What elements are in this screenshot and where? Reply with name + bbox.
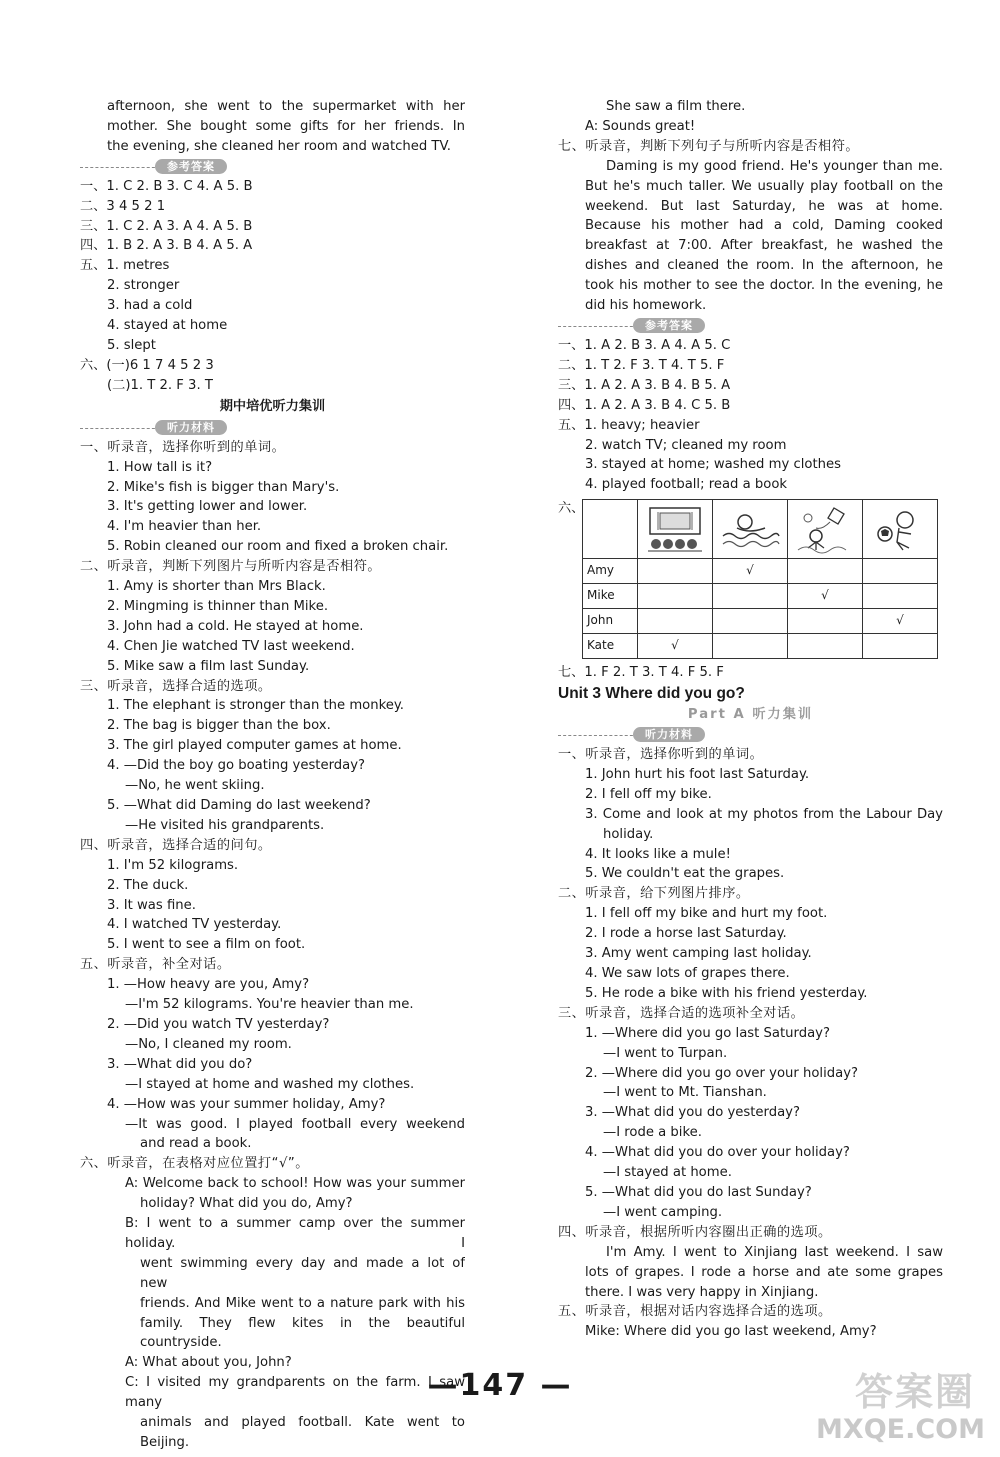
text-line: 5. —What did Daming do last weekend?: [107, 798, 371, 813]
text-line: 2. —Where did you go over your holiday?: [585, 1065, 859, 1081]
table-row: [583, 634, 938, 659]
text-line: —I went to Turpan.: [603, 1045, 728, 1061]
text-line: went swimming every day and made a lot of new: [140, 1255, 465, 1291]
text-line: 2. I rode a horse last Saturday.: [585, 926, 787, 942]
text-line: —I'm 52 kilograms. You're heavier than me.: [125, 997, 414, 1013]
table-cell: [863, 584, 938, 609]
text-line: 2. The bag is bigger than the box.: [107, 718, 331, 734]
text-line: there. I was very happy in Xinjiang.: [585, 1284, 819, 1300]
text-line: 1. Amy is shorter than Mrs Black.: [107, 579, 326, 595]
text-line: 3. It's getting lower and lower.: [107, 499, 308, 515]
text-line: mother. She bought some gifts for her friends. In: [107, 118, 465, 134]
section-divider: [558, 316, 943, 336]
table-cell: [713, 609, 788, 634]
table-cell: [638, 559, 713, 584]
section-badge: 参考答案: [155, 159, 227, 174]
row-name: Kate: [583, 634, 638, 659]
text-line: 4. played football; read a book: [585, 477, 788, 493]
swimming-icon: [719, 504, 781, 554]
row-name: Amy: [583, 559, 638, 584]
text-line: 3. —What did you do?: [107, 1056, 253, 1072]
text-line: 1. —How heavy are you, Amy?: [107, 977, 310, 993]
text-line: holiday? What did you do, Amy?: [140, 1196, 353, 1212]
section-divider: [558, 725, 943, 745]
text-line: 5. He rode a bike with his friend yesterday.: [585, 985, 868, 1001]
text-line: 五、听录音，补全对话。: [80, 957, 231, 973]
text-line: 4. —Did the boy go boating yesterday?: [107, 758, 366, 774]
text-line: family. They flew kites in the beautiful countryside.: [140, 1315, 465, 1351]
text-line: 五、1. metres: [80, 258, 170, 274]
text-line: 5. I went to see a film on foot.: [107, 937, 306, 953]
section-badge: 听力材料: [633, 727, 705, 742]
text-line: 二、3 4 5 2 1: [80, 198, 166, 214]
text-line: lots of grapes. I rode a horse and ate some grapes: [585, 1264, 943, 1280]
row-name: Mike: [583, 584, 638, 609]
text-line: —I stayed at home and washed my clothes.: [125, 1076, 415, 1092]
text-line: B: I went to a summer camp over the summer holiday. I: [125, 1216, 465, 1251]
text-line: 二、听录音，给下列图片排序。: [558, 886, 750, 902]
kite-icon: [794, 504, 856, 554]
text-line: I'm Amy. I went to Xinjiang last weekend. I saw: [606, 1244, 943, 1260]
table-row: [583, 609, 938, 634]
unit-title: Unit 3 Where did you go?: [558, 685, 745, 703]
text-line: afternoon, she went to the supermarket with her: [107, 99, 465, 114]
text-line: 2. The duck.: [107, 877, 189, 893]
text-line: 六、听录音，在表格对应位置打“√”。: [80, 1156, 309, 1172]
text-line: A: Sounds great!: [585, 118, 696, 134]
text-line: —He visited his grandparents.: [125, 817, 325, 833]
text-line: She saw a film there.: [606, 99, 746, 114]
part-title: Part A 听力集训: [687, 707, 814, 723]
text-line: —I went camping.: [603, 1204, 723, 1220]
text-line: 4. —What did you do over your holiday?: [585, 1145, 850, 1161]
text-line: —I rode a bike.: [603, 1125, 702, 1141]
watermark: [795, 1361, 985, 1449]
table-cell: √: [638, 634, 713, 659]
text-line: 2. —Did you watch TV yesterday?: [107, 1016, 330, 1032]
text-line: 2. watch TV; cleaned my room: [585, 437, 787, 453]
text-line: Mike: Where did you go last weekend, Amy?: [585, 1324, 877, 1340]
text-line: 5. slept: [107, 337, 156, 353]
table-cell: [638, 584, 713, 609]
table-cell: [863, 559, 938, 584]
text-line: 五、1. heavy; heavier: [558, 417, 700, 433]
text-line: 1. The elephant is stronger than the monkey.: [107, 698, 404, 714]
text-line: 2. Mike's fish is bigger than Mary's.: [107, 479, 340, 495]
text-line: —It was good. I played football every weekend: [125, 1116, 465, 1132]
text-line: 4. I'm heavier than her.: [107, 519, 262, 535]
text-line: friends. And Mike went to a nature park with his: [140, 1295, 465, 1311]
text-line: the evening, she cleaned her room and watched TV.: [107, 138, 451, 154]
text-line: Because his mother had a cold, Daming cooked: [585, 218, 943, 234]
text-line: 六、(一)6 1 7 4 5 2 3: [80, 357, 214, 373]
text-line: 一、听录音，选择你听到的单词。: [80, 439, 286, 455]
section-badge: 听力材料: [155, 420, 227, 435]
section-divider: [80, 418, 465, 438]
text-line: did his homework.: [585, 298, 707, 314]
table-row: [583, 559, 938, 584]
text-line: 三、听录音，选择合适的选项补全对话。: [558, 1005, 805, 1021]
answer-table: [582, 499, 938, 659]
table-cell: [713, 584, 788, 609]
text-line: 七、1. F 2. T 3. T 4. F 5. F: [558, 665, 724, 681]
text-line: 3. John had a cold. He stayed at home.: [107, 618, 364, 634]
right-column-top: [558, 97, 943, 495]
section-title: 期中培优听力集训: [219, 398, 326, 414]
text-line: A: What about you, John?: [125, 1355, 292, 1371]
text-line: 5. —What did you do last Sunday?: [585, 1184, 812, 1200]
text-line: 1. How tall is it?: [107, 459, 213, 475]
text-line: 1. I fell off my bike and hurt my foot.: [585, 906, 828, 922]
text-line: —I stayed at home.: [603, 1165, 732, 1181]
text-line: breakfast at 7:00. After breakfast, he washed the: [585, 238, 943, 254]
section-badge: 参考答案: [633, 318, 705, 333]
right-column: [558, 97, 943, 1342]
picture-swimming: [713, 500, 788, 559]
text-line: 3. stayed at home; washed my clothes: [585, 457, 841, 473]
watermark-url: MXQE.COM: [816, 1414, 985, 1445]
page-number: —147 —: [427, 1368, 573, 1403]
text-line: 4. stayed at home: [107, 318, 228, 334]
text-line: But he's much taller. We usually play football on the: [585, 178, 943, 194]
text-line: 2. Mingming is thinner than Mike.: [107, 598, 329, 614]
text-line: took his mother to see the doctor. In the evening, he: [585, 278, 943, 294]
text-line: —I went to Mt. Tianshan.: [603, 1085, 767, 1101]
text-line: 5. Mike saw a film last Sunday.: [107, 658, 310, 674]
text-line: —No, he went skiing.: [125, 778, 265, 794]
text-line: 3. Amy went camping last holiday.: [585, 946, 812, 962]
left-column: [80, 97, 465, 1453]
text-line: 3. The girl played computer games at home.: [107, 738, 402, 754]
text-line: holiday.: [603, 826, 654, 842]
film-screen-icon: [644, 504, 706, 554]
table-cell: [713, 634, 788, 659]
table-label: 六、: [558, 501, 585, 517]
section-divider: [80, 157, 465, 177]
table-cell: √: [788, 584, 863, 609]
text-line: C: I visited my grandparents on the farm. I saw many: [125, 1375, 465, 1411]
table-cell: [788, 609, 863, 634]
text-line: 2. stronger: [107, 278, 180, 294]
table-cell: √: [863, 609, 938, 634]
text-line: 三、1. A 2. A 3. B 4. B 5. A: [558, 377, 731, 393]
answer-table-block: [558, 499, 943, 659]
text-line: 3. Come and look at my photos from the Labour Day: [585, 806, 943, 822]
table-cell: [863, 634, 938, 659]
text-line: 一、听录音，选择你听到的单词。: [558, 747, 764, 763]
text-line: weekend. But last Saturday, he was at home.: [585, 198, 943, 214]
table-row: [583, 584, 938, 609]
text-line: 3. had a cold: [107, 298, 193, 314]
picture-kite: [788, 500, 863, 559]
text-line: Daming is my good friend. He's younger than me.: [606, 158, 943, 174]
text-line: 五、听录音，根据对话内容选择合适的选项。: [558, 1304, 832, 1320]
table-cell: √: [713, 559, 788, 584]
table-cell: [638, 609, 713, 634]
picture-football: [863, 500, 938, 559]
text-line: 一、1. A 2. B 3. A 4. A 5. C: [558, 337, 731, 353]
text-line: 1. I'm 52 kilograms.: [107, 857, 239, 873]
text-line: and read a book.: [140, 1136, 252, 1152]
text-line: 1. —Where did you go last Saturday?: [585, 1025, 830, 1041]
text-line: dishes and cleaned the room. In the afternoon, he: [585, 258, 943, 274]
text-line: 一、1. C 2. B 3. C 4. A 5. B: [80, 178, 253, 194]
text-line: 三、1. C 2. A 3. A 4. A 5. B: [80, 218, 253, 234]
text-line: animals and played football. Kate went to Beijing.: [140, 1415, 465, 1450]
text-line: 三、听录音，选择合适的选项。: [80, 678, 272, 694]
text-line: 二、听录音，判断下列图片与所听内容是否相符。: [80, 559, 382, 575]
text-line: 四、听录音，根据所听内容圈出正确的选项。: [558, 1224, 832, 1240]
table-cell: [788, 559, 863, 584]
text-line: 四、1. B 2. A 3. B 4. A 5. A: [80, 238, 253, 254]
text-line: 3. It was fine.: [107, 897, 196, 913]
text-line: 1. John hurt his foot last Saturday.: [585, 766, 810, 782]
text-line: 2. I fell off my bike.: [585, 786, 712, 802]
text-line: 5. We couldn't eat the grapes.: [585, 866, 785, 882]
text-line: 4. It looks like a mule!: [585, 846, 731, 862]
text-line: 4. I watched TV yesterday.: [107, 917, 282, 933]
text-line: 四、1. A 2. A 3. B 4. C 5. B: [558, 397, 731, 413]
text-line: —No, I cleaned my room.: [125, 1036, 292, 1052]
right-column-bottom: [558, 663, 943, 1342]
text-line: 四、听录音，选择合适的问句。: [80, 837, 272, 853]
text-line: 4. —How was your summer holiday, Amy?: [107, 1096, 386, 1112]
text-line: A: Welcome back to school! How was your summer: [125, 1176, 465, 1192]
picture-cinema: [638, 500, 713, 559]
row-name: John: [583, 609, 638, 634]
text-line: 二、1. T 2. F 3. T 4. T 5. F: [558, 357, 725, 373]
text-line: (二)1. T 2. F 3. T: [107, 377, 213, 393]
football-icon: [869, 504, 931, 554]
text-line: 3. —What did you do yesterday?: [585, 1105, 800, 1121]
text-line: 4. We saw lots of grapes there.: [585, 966, 790, 981]
text-line: 4. Chen Jie watched TV last weekend.: [107, 638, 355, 654]
table-cell: [788, 634, 863, 659]
picture-row: [583, 500, 938, 559]
text-line: 七、听录音，判断下列句子与所听内容是否相符。: [558, 138, 860, 154]
text-line: 5. Robin cleaned our room and fixed a broken chair.: [107, 539, 449, 555]
watermark-logo: 答案圈: [854, 1370, 975, 1414]
